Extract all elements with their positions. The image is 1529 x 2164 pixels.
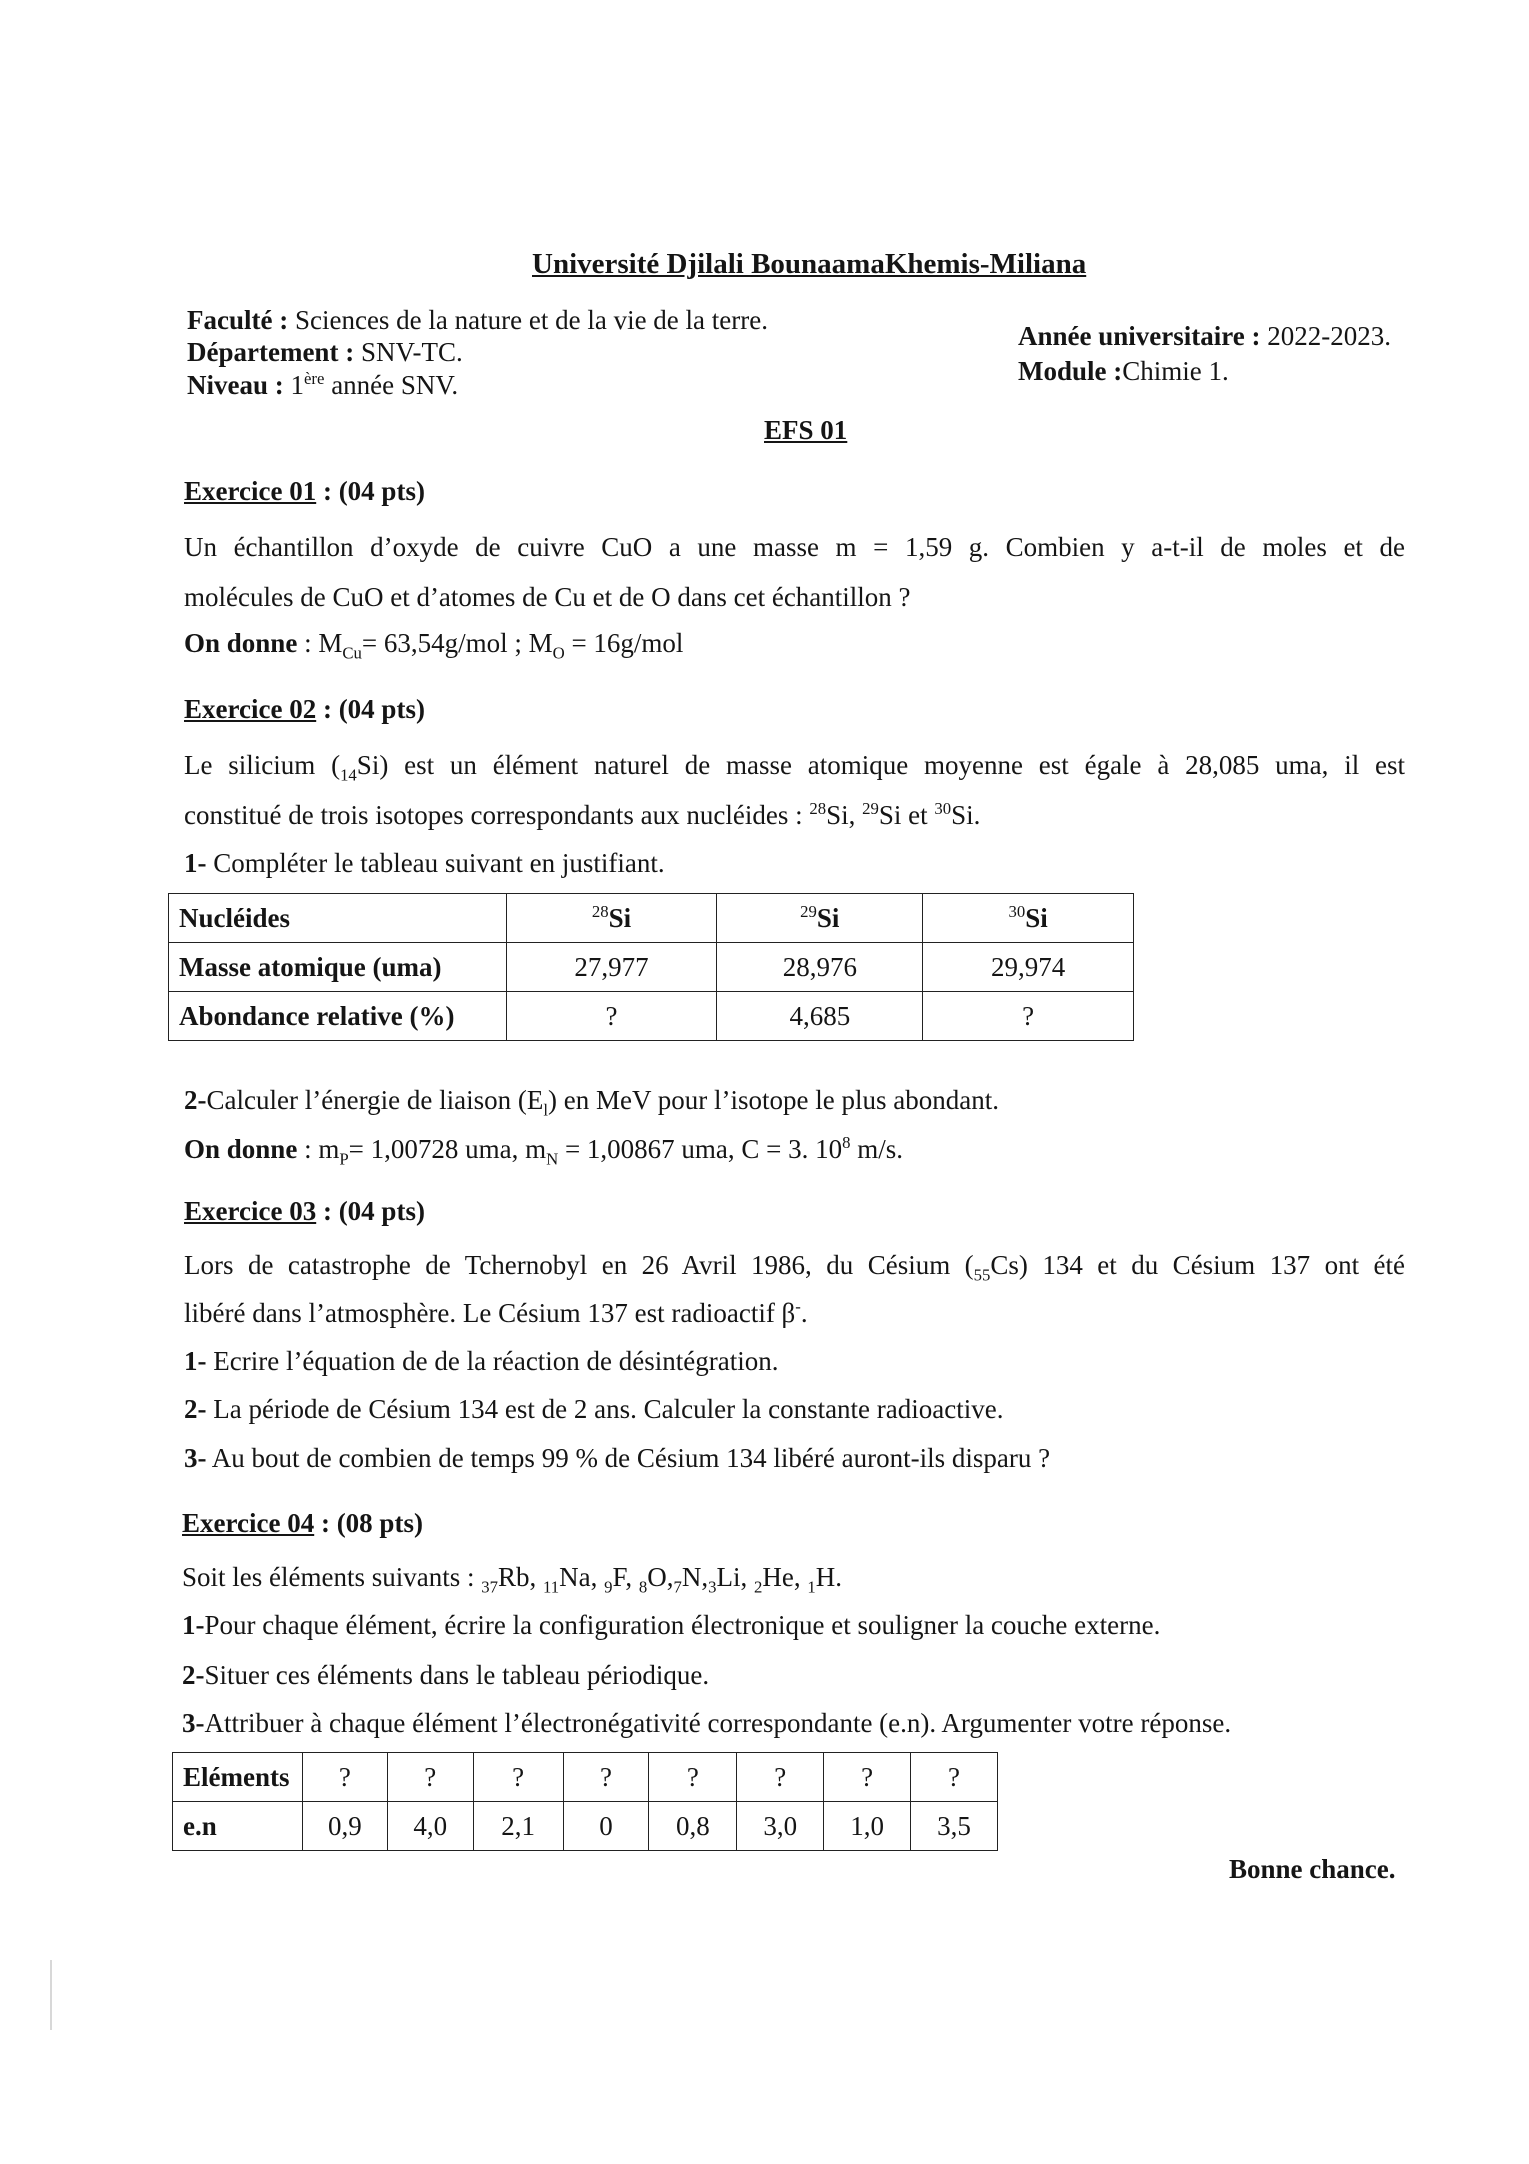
ex1-given-label: On donne [184, 628, 298, 658]
ex3-beta-sup: - [795, 1297, 801, 1316]
element-cell: ? [824, 1753, 911, 1802]
ex1-text-line2: molécules de CuO et d’atomes de Cu et de O dans cet échantillon ? [184, 582, 911, 612]
ex2-q2-text-b: ) en MeV pour l’isotope le plus abondant. [548, 1085, 999, 1115]
ex2-given-a: : m [297, 1134, 340, 1164]
ex4-elements-line [182, 1560, 842, 1597]
ex4-q1-num: 1- [182, 1610, 205, 1640]
ex4-q2 [182, 1658, 709, 1692]
ex1-points: : (04 pts) [316, 476, 425, 506]
ex4-q2-num: 2- [182, 1660, 205, 1690]
ex3-text-line1 [184, 1248, 1406, 1285]
ex3-q1-text: Ecrire l’équation de de la réaction de désintégration. [206, 1346, 779, 1376]
faculty-value: Sciences de la nature et de la vie de la terre. [288, 305, 768, 335]
ex1-given-sub-cu: Cu [342, 643, 362, 663]
element-cell: ? [911, 1753, 998, 1802]
en-cell: 3,5 [911, 1802, 998, 1851]
ex2-period: . [973, 800, 981, 830]
ex2-given-c: = 1,00867 uma, C = 3. 10 [558, 1134, 843, 1164]
nuclide-29-sym: Si [816, 902, 840, 933]
nuclide-28-sym: Si [608, 902, 632, 933]
department-line [187, 335, 463, 369]
element-separator: , [529, 1562, 543, 1592]
ex2-iso2-sym: Si [878, 800, 902, 830]
ex2-text-a: Le silicium ( [184, 750, 341, 780]
abundance-header: Abondance relative (%) [169, 992, 507, 1041]
en-header: e.n [173, 1802, 303, 1851]
nuclide-28si [506, 894, 717, 943]
element-separator: , [666, 1562, 674, 1592]
element-cell: ? [563, 1753, 649, 1802]
ex1-given-sub-o: O [552, 643, 565, 663]
table-row [169, 894, 1134, 943]
en-cell: 4,0 [387, 1802, 473, 1851]
nuclides-header: Nucléides [169, 894, 507, 943]
exam-title: EFS 01 [764, 415, 848, 445]
ex4-q1-text: Pour chaque élément, écrire la configuration électronique et souligner la couche externe. [204, 1610, 1161, 1640]
ex2-q2-sub: l [543, 1100, 549, 1120]
element-separator: . [835, 1562, 842, 1592]
element-symbol: He [762, 1562, 794, 1592]
scan-margin-line [50, 1960, 52, 2030]
element-symbol: N [681, 1562, 702, 1592]
level-pre: 1 [283, 370, 304, 400]
ex2-points: : (04 pts) [316, 694, 425, 724]
element-z: 2 [753, 1577, 763, 1597]
nuclide-30si [923, 894, 1134, 943]
ex2-comma: , [848, 800, 863, 830]
ex3-cs-z: 55 [973, 1265, 991, 1285]
ex2-iso2-mass: 29 [862, 799, 879, 818]
element-list [481, 1562, 842, 1597]
ex1-given-c: = 16g/mol [564, 628, 684, 658]
ex3-points: : (04 pts) [316, 1196, 425, 1226]
ex1-title: Exercice 01 [184, 476, 317, 506]
faculty-label: Faculté : [187, 305, 289, 335]
element-symbol: Na [559, 1562, 591, 1592]
ex1-given-b: = 63,54g/mol ; M [361, 628, 553, 658]
table-row [169, 992, 1134, 1041]
en-cell: 1,0 [824, 1802, 911, 1851]
ex3-q3-num: 3- [184, 1443, 207, 1473]
element-symbol: O [647, 1562, 667, 1592]
table-row [173, 1753, 998, 1802]
ex2-iso1-sym: Si [826, 800, 849, 830]
ex3-text-line2-a: libéré dans l’atmosphère. Le Césium 137 est radioactif β [184, 1298, 796, 1328]
year-value: 2022-2023. [1260, 321, 1391, 351]
ex3-heading [184, 1194, 425, 1228]
en-cell: 2,1 [473, 1802, 563, 1851]
ex4-q1 [182, 1608, 1160, 1642]
module-line [1018, 354, 1229, 388]
ex4-q3-text: Attribuer à chaque élément l’électronégativité correspondante (e.n). Argumenter votre réponse. [204, 1708, 1232, 1738]
ex2-iso3-mass: 30 [934, 799, 952, 818]
ex2-q2-text-a: Calculer l’énergie de liaison (E [206, 1085, 544, 1115]
ex2-given-label: On donne [184, 1134, 298, 1164]
elements-header: Eléments [173, 1753, 303, 1802]
ex2-title: Exercice 02 [184, 694, 317, 724]
ex2-text-b: Si) est un élément naturel de masse atomique moyenne est égale à 28,085 uma, il est [356, 750, 1405, 780]
nuclide-29-mass: 29 [800, 901, 817, 921]
ex2-heading [184, 692, 425, 726]
element-symbol: F [612, 1562, 626, 1592]
department-value: SNV-TC. [354, 337, 463, 367]
element-symbol: Rb [497, 1562, 530, 1592]
nuclide-28-mass: 28 [591, 901, 609, 921]
mass-cell: 28,976 [717, 943, 923, 992]
ex1-given-a: : M [297, 628, 343, 658]
element-z: 9 [604, 1577, 613, 1597]
ex2-given [184, 1132, 904, 1169]
ex3-title: Exercice 03 [184, 1196, 317, 1226]
module-label: Module : [1018, 356, 1123, 386]
ex2-q1-num: 1- [184, 848, 207, 878]
ex2-text-line2-a: constitué de trois isotopes correspondants aux nucléides : [184, 800, 810, 830]
ex2-iso1-mass: 28 [809, 799, 827, 818]
ex4-q2-text: Situer ces éléments dans le tableau périodique. [204, 1660, 710, 1690]
element-separator: , [590, 1562, 605, 1592]
ex3-text-line2 [184, 1296, 808, 1330]
isotope-table [168, 893, 1134, 1041]
year-label: Année universitaire : [1018, 321, 1261, 351]
ex2-q2 [184, 1083, 999, 1120]
element-z: 1 [807, 1577, 816, 1597]
atomic-mass-header: Masse atomique (uma) [169, 943, 507, 992]
level-sup: ère [304, 369, 325, 388]
element-z: 11 [542, 1577, 560, 1597]
element-cell: ? [649, 1753, 737, 1802]
element-cell: ? [387, 1753, 473, 1802]
ex2-q2-num: 2- [184, 1085, 207, 1115]
en-cell: 0,8 [649, 1802, 737, 1851]
department-label: Département : [187, 337, 355, 367]
ex2-given-d: m/s. [850, 1134, 904, 1164]
element-symbol: H [815, 1562, 836, 1592]
ex2-iso3-sym: Si [951, 800, 974, 830]
ex2-text-line1 [184, 748, 1405, 785]
ex4-points: : (08 pts) [314, 1508, 423, 1538]
ex4-heading [182, 1506, 423, 1540]
element-symbol: Li [716, 1562, 741, 1592]
ex2-q1-text: Compléter le tableau suivant en justifiant. [206, 848, 665, 878]
ex3-q2-num: 2- [184, 1394, 207, 1424]
abundance-cell: ? [923, 992, 1134, 1041]
nuclide-30-sym: Si [1025, 902, 1048, 933]
ex4-intro: Soit les éléments suivants : [182, 1562, 482, 1592]
level-line [187, 368, 458, 402]
en-cell: 0 [563, 1802, 649, 1851]
faculty-line [187, 303, 768, 337]
en-cell: 3,0 [737, 1802, 824, 1851]
mass-cell: 27,977 [506, 943, 717, 992]
en-cell: 0,9 [302, 1802, 387, 1851]
ex1-heading [184, 474, 425, 508]
nuclide-29si [717, 894, 923, 943]
closing-text: Bonne chance. [1229, 1854, 1396, 1884]
ex3-text-b: Cs) 134 et du Césium 137 ont été [990, 1250, 1406, 1280]
level-label: Niveau : [187, 370, 284, 400]
university-name: Université Djilali BounaamaKhemis-Miliana [532, 248, 1087, 280]
ex4-q3-num: 3- [182, 1708, 205, 1738]
ex4-q3 [182, 1706, 1231, 1740]
element-z: 7 [673, 1577, 682, 1597]
ex3-q3 [184, 1441, 1050, 1475]
ex3-text-line2-b: . [800, 1298, 808, 1328]
ex2-given-sup: 8 [842, 1133, 851, 1152]
ex3-q1-num: 1- [184, 1346, 207, 1376]
electronegativity-table [172, 1752, 998, 1851]
ex3-text-a: Lors de catastrophe de Tchernobyl en 26 Avril 1986, du Césium ( [184, 1250, 974, 1280]
ex2-given-sub-p: P [339, 1149, 349, 1169]
element-separator: , [701, 1562, 709, 1592]
nuclide-30-mass: 30 [1008, 901, 1026, 921]
ex2-and: et [901, 800, 935, 830]
ex1-text-line1: Un échantillon d’oxyde de cuivre CuO a une masse m = 1,59 g. Combien y a-t-il de moles et de [184, 532, 1405, 562]
ex2-q1 [184, 846, 665, 880]
level-post: année SNV. [324, 370, 459, 400]
ex4-title: Exercice 04 [182, 1508, 315, 1538]
ex2-text-line2 [184, 798, 980, 832]
element-separator: , [625, 1562, 639, 1592]
ex2-given-b: = 1,00728 uma, m [348, 1134, 547, 1164]
ex2-si-z: 14 [340, 765, 357, 785]
ex3-q2-text: La période de Césium 134 est de 2 ans. Calculer la constante radioactive. [206, 1394, 1004, 1424]
ex3-q3-text: Au bout de combien de temps 99 % de Césium 134 libéré auront-ils disparu ? [206, 1443, 1051, 1473]
table-row [173, 1802, 998, 1851]
element-cell: ? [737, 1753, 824, 1802]
element-z: 37 [481, 1577, 498, 1597]
element-z: 8 [638, 1577, 648, 1597]
ex1-given [184, 626, 684, 663]
element-cell: ? [302, 1753, 387, 1802]
element-cell: ? [473, 1753, 563, 1802]
abundance-cell: ? [506, 992, 717, 1041]
element-separator: , [740, 1562, 754, 1592]
ex3-q1 [184, 1344, 779, 1378]
ex2-given-sub-n: N [546, 1149, 559, 1169]
abundance-cell: 4,685 [717, 992, 923, 1041]
module-value: Chimie 1. [1122, 356, 1229, 386]
ex3-q2 [184, 1392, 1003, 1426]
table-row [169, 943, 1134, 992]
element-z: 3 [708, 1577, 717, 1597]
mass-cell: 29,974 [923, 943, 1134, 992]
element-separator: , [793, 1562, 808, 1592]
academic-year-line [1018, 319, 1391, 353]
